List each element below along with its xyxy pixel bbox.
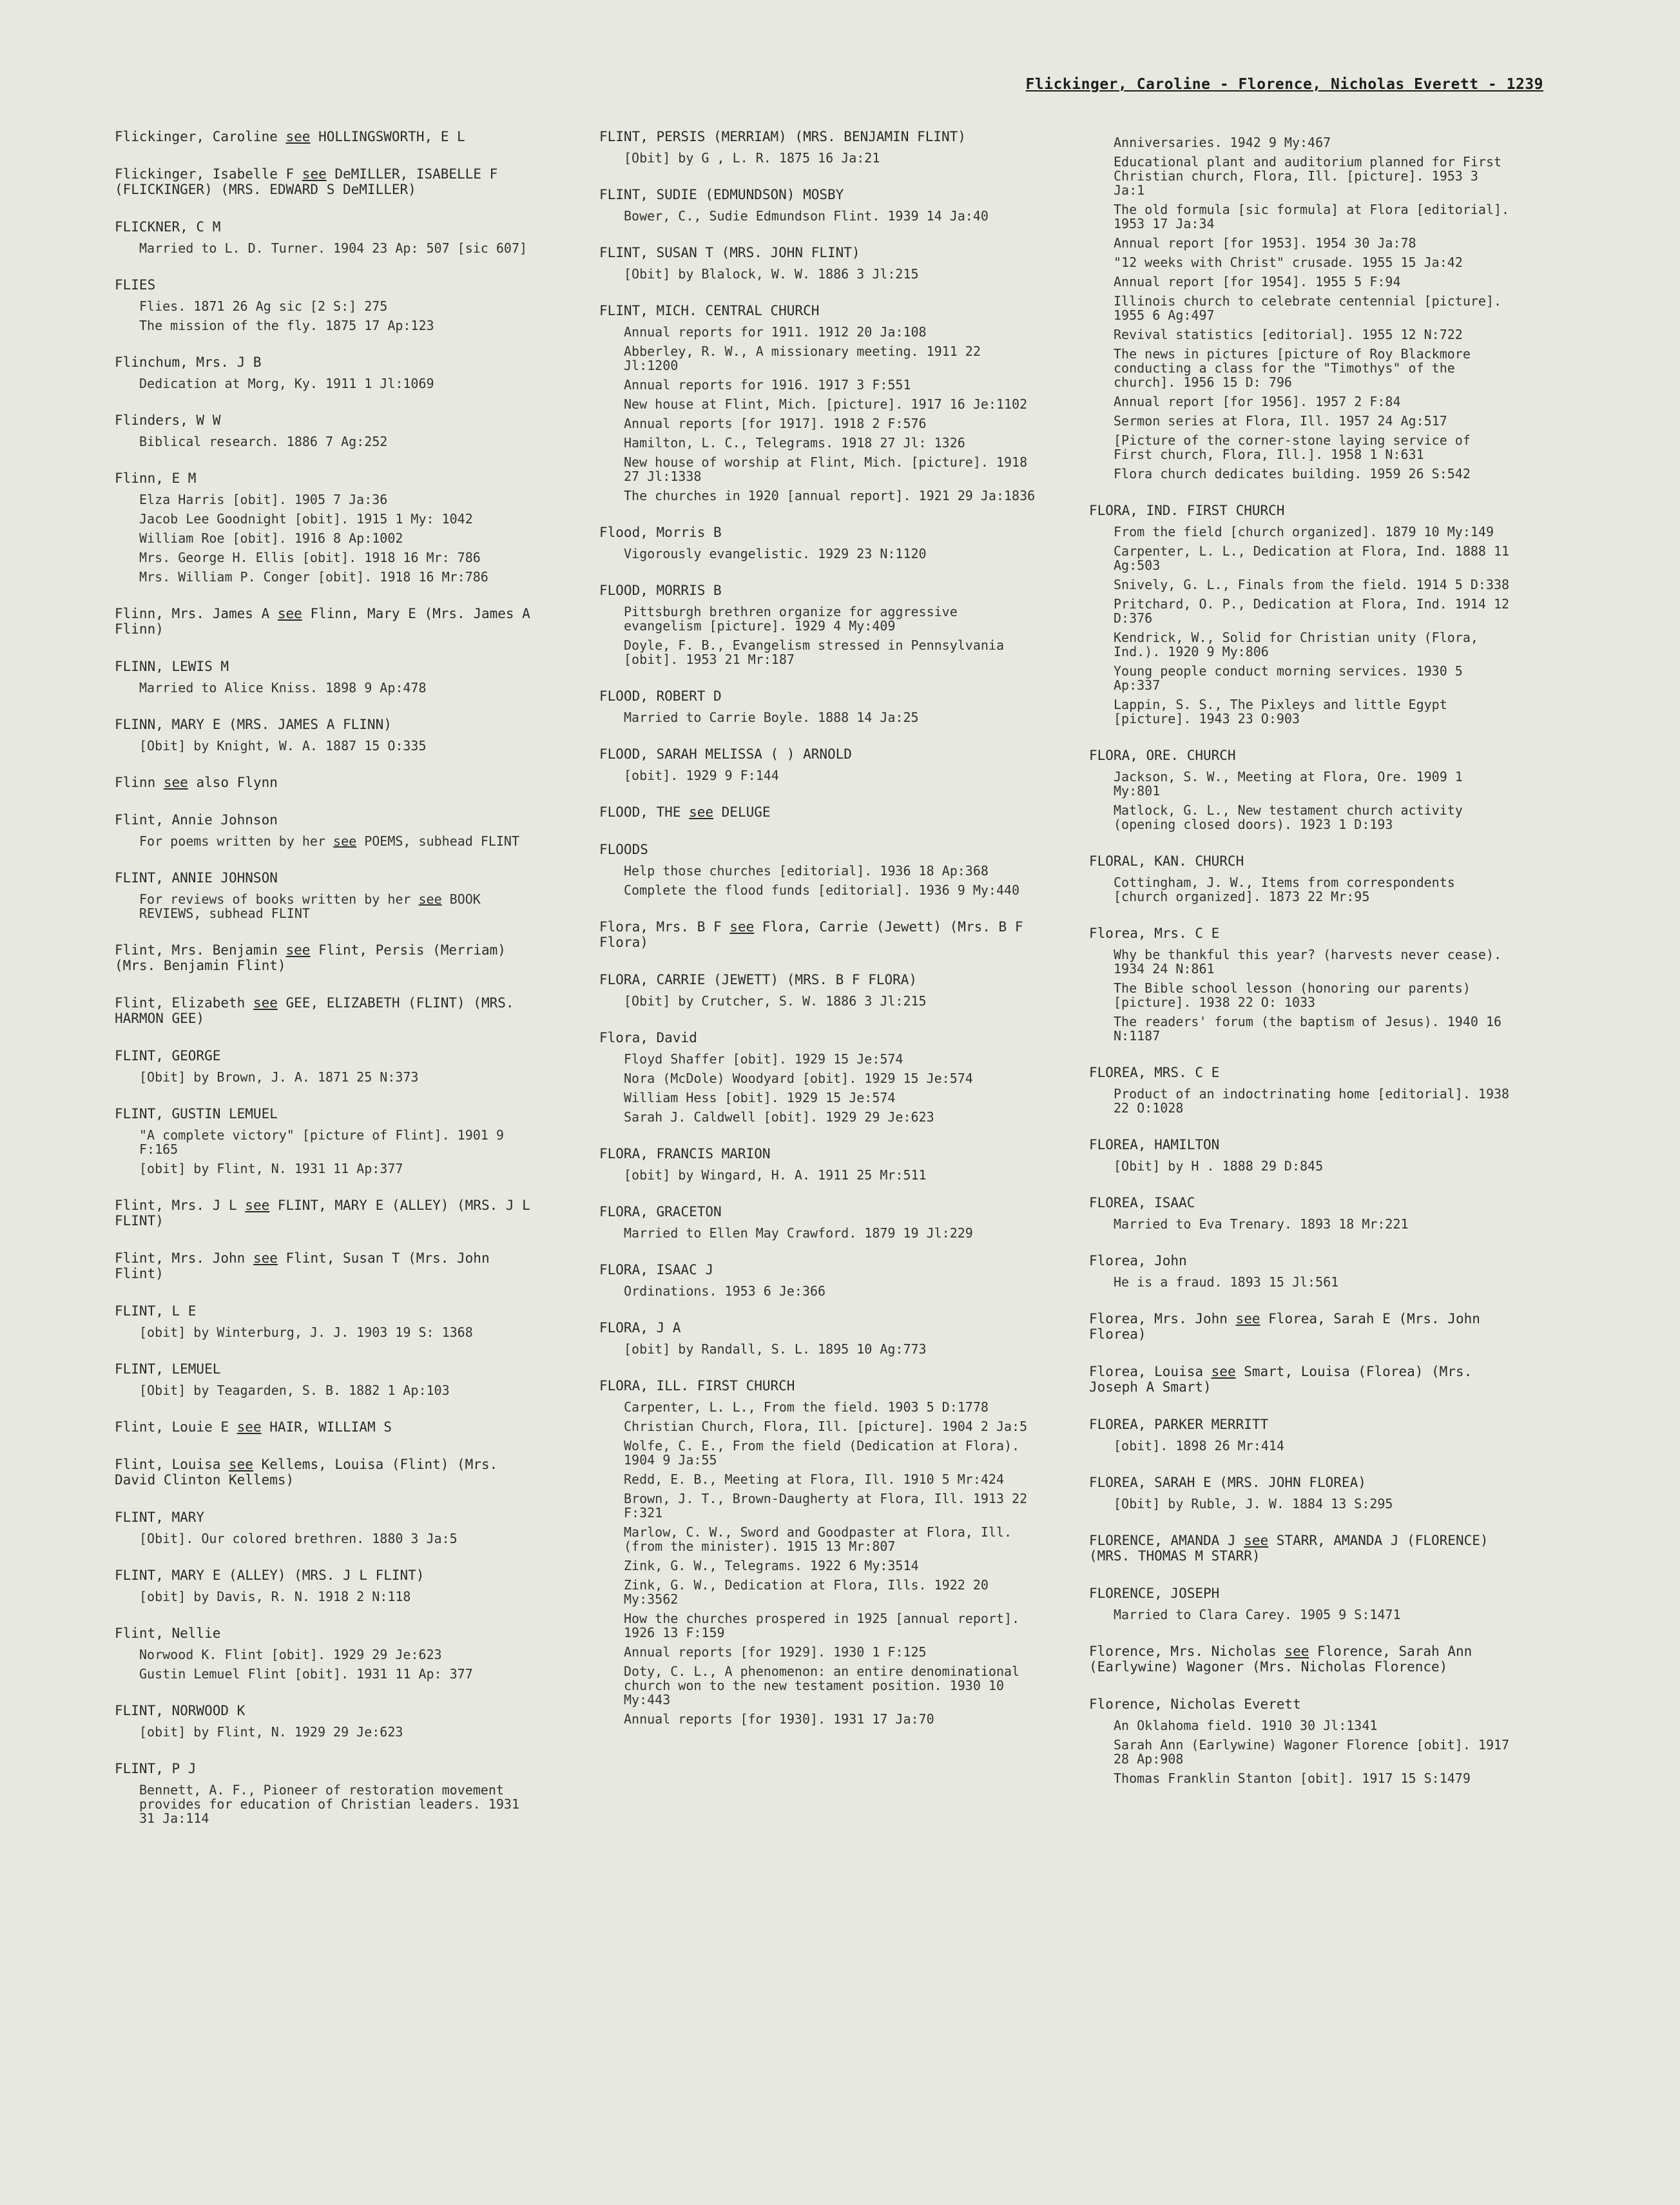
index-entry bbox=[1089, 1364, 1514, 1395]
index-entry bbox=[115, 659, 540, 695]
entry-citation: Annual reports [for 1917]. 1918 2 F:576 bbox=[624, 416, 927, 431]
entry-citation: Annual reports for 1916. 1917 3 F:551 bbox=[624, 377, 911, 393]
entry-heading: FLORA, ISAAC J bbox=[599, 1262, 714, 1277]
index-entry bbox=[115, 606, 540, 637]
entry-heading: Florence, Mrs. Nicholas see Florence, Sarah Ann (Earlywine) Wagoner (Mrs. Nicholas Florence) bbox=[1089, 1644, 1480, 1675]
index-entry bbox=[1089, 1475, 1514, 1511]
index-entry bbox=[599, 804, 1038, 820]
index-entry bbox=[599, 525, 1038, 561]
entry-citation: Sermon series at Flora, Ill. 1957 24 Ag:517 bbox=[1114, 413, 1447, 429]
entry-citation: Biblical research. 1886 7 Ag:252 bbox=[139, 434, 388, 449]
entry-citation: Bennett, A. F., Pioneer of restoration movement provides for education of Christian leaders. 1931 31 Ja:114 bbox=[139, 1782, 528, 1826]
entry-citation: [Obit] by Knight, W. A. 1887 15 O:335 bbox=[139, 738, 427, 753]
entry-heading: FLINT, L E bbox=[115, 1303, 197, 1319]
entry-heading: FLOOD, MORRIS B bbox=[599, 583, 722, 598]
entry-heading: Florea, Mrs. C E bbox=[1089, 926, 1220, 941]
entry-citation: [Obit] by Brown, J. A. 1871 25 N:373 bbox=[139, 1069, 419, 1085]
index-entry bbox=[115, 1198, 540, 1229]
index-entry bbox=[115, 1303, 540, 1339]
index-entry bbox=[599, 746, 1038, 782]
entry-citation: Marlow, C. W., Sword and Goodpaster at Flora, Ill. (from the minister). 1915 13 Mr:807 bbox=[624, 1524, 1020, 1554]
index-entry bbox=[115, 1568, 540, 1604]
entry-citation: Cottingham, J. W., Items from correspondents [church organized]. 1873 22 Mr:95 bbox=[1114, 875, 1463, 904]
entry-heading: Florence, Nicholas Everett bbox=[1089, 1696, 1301, 1712]
index-entry bbox=[115, 1106, 540, 1176]
entry-citation: From the field [church organized]. 1879 10 My:149 bbox=[1114, 524, 1494, 539]
index-entry bbox=[1089, 503, 1518, 726]
entry-citation: Flora church dedicates building. 1959 26 S:542 bbox=[1114, 466, 1471, 481]
index-entry bbox=[115, 812, 540, 848]
entry-citation: [Obit] by H . 1888 29 D:845 bbox=[1114, 1158, 1324, 1174]
index-entry bbox=[599, 303, 1038, 503]
entry-heading: Florea, John bbox=[1089, 1253, 1187, 1268]
index-column-3 bbox=[1089, 129, 1518, 1807]
entry-citation: Kendrick, W., Solid for Christian unity (Flora, Ind.). 1920 9 My:806 bbox=[1114, 630, 1486, 659]
index-entry bbox=[115, 1048, 540, 1084]
index-entry bbox=[599, 1146, 1038, 1182]
entry-citation: Sarah J. Caldwell [obit]. 1929 29 Je:623 bbox=[624, 1109, 934, 1125]
entry-citation: Zink, G. W., Telegrams. 1922 6 My:3514 bbox=[624, 1558, 919, 1573]
entry-citation: Annual reports [for 1929]. 1930 1 F:125 bbox=[624, 1644, 927, 1660]
entry-heading: Flinders, W W bbox=[115, 413, 221, 428]
entry-citation: The Bible school lesson (honoring our parents) [picture]. 1938 22 O: 1033 bbox=[1114, 980, 1478, 1010]
entry-citation: Product of an indoctrinating home [editorial]. 1938 22 O:1028 bbox=[1114, 1086, 1518, 1116]
entry-citation: Jackson, S. W., Meeting at Flora, Ore. 1909 1 My:801 bbox=[1114, 769, 1471, 799]
entry-citation: Married to Clara Carey. 1905 9 S:1471 bbox=[1114, 1607, 1401, 1622]
entry-heading: FLOOD, ROBERT D bbox=[599, 688, 722, 704]
index-entry bbox=[1089, 1696, 1518, 1786]
entry-citation: Elza Harris [obit]. 1905 7 Ja:36 bbox=[139, 492, 388, 507]
entry-citation: [obit]. 1898 26 Mr:414 bbox=[1114, 1438, 1284, 1453]
entry-citation: [Obit] by Teagarden, S. B. 1882 1 Ap:103 bbox=[139, 1383, 450, 1398]
index-entry bbox=[1089, 1533, 1514, 1564]
index-entry bbox=[1089, 1253, 1514, 1289]
entry-citation: "A complete victory" [picture of Flint]. 1901 9 F:165 bbox=[139, 1127, 512, 1157]
entry-citation: "12 weeks with Christ" crusade. 1955 15 Ja:42 bbox=[1114, 255, 1463, 270]
entry-citation: Gustin Lemuel Flint [obit]. 1931 11 Ap: 377 bbox=[139, 1666, 473, 1682]
entry-heading: FLINT, ANNIE JOHNSON bbox=[115, 870, 278, 886]
entry-citation: The churches in 1920 [annual report]. 1921 29 Ja:1836 bbox=[624, 488, 1036, 503]
entry-citation: Abberley, R. W., A missionary meeting. 1911 22 Jl:1200 bbox=[624, 344, 989, 373]
entry-citation: How the churches prospered in 1925 [annual report]. 1926 13 F:159 bbox=[624, 1611, 1028, 1640]
entry-citation: An Oklahoma field. 1910 30 Jl:1341 bbox=[1114, 1718, 1378, 1733]
entry-citation: Educational plant and auditorium planned for First Christian church, Flora, Ill. [picture]. 1953 3 Ja:1 bbox=[1114, 154, 1510, 198]
entry-citation: Illinois church to celebrate centennial [picture]. 1955 6 Ag:497 bbox=[1114, 293, 1510, 323]
entry-citation: Brown, J. T., Brown-Daugherty at Flora, Ill. 1913 22 F:321 bbox=[624, 1491, 1036, 1520]
index-entry bbox=[599, 842, 1038, 897]
entry-citation: Snively, G. L., Finals from the field. 1914 5 D:338 bbox=[1114, 577, 1510, 592]
entry-citation: Bower, C., Sudie Edmundson Flint. 1939 14 Ja:40 bbox=[624, 208, 989, 224]
entry-citation: Hamilton, L. C., Telegrams. 1918 27 Jl: 1326 bbox=[624, 435, 965, 451]
entry-heading: Flinn, Mrs. James A see Flinn, Mary E (Mrs. James A Flinn) bbox=[115, 606, 539, 637]
entry-citation: [obit]. 1929 9 F:144 bbox=[624, 768, 779, 783]
entry-heading: FLINT, P J bbox=[115, 1761, 197, 1776]
entry-citation: Carpenter, L. L., Dedication at Flora, Ind. 1888 11 Ag:503 bbox=[1114, 543, 1518, 573]
entry-citation: Nora (McDole) Woodyard [obit]. 1929 15 Je:574 bbox=[624, 1071, 973, 1086]
index-entry bbox=[115, 775, 540, 790]
entry-citation: Married to L. D. Turner. 1904 23 Ap: 507 [sic 607] bbox=[139, 240, 528, 256]
entry-citation: He is a fraud. 1893 15 Jl:561 bbox=[1114, 1274, 1339, 1290]
index-entry bbox=[599, 583, 1038, 666]
index-entry bbox=[115, 471, 540, 584]
index-entry bbox=[1089, 748, 1514, 831]
entry-citation: Annual report [for 1953]. 1954 30 Ja:78 bbox=[1114, 235, 1416, 251]
index-entry bbox=[599, 1262, 1038, 1298]
entry-citation: [Obit]. Our colored brethren. 1880 3 Ja:5 bbox=[139, 1531, 458, 1546]
entry-heading: FLORAL, KAN. CHURCH bbox=[1089, 853, 1244, 869]
entry-heading: Flint, Annie Johnson bbox=[115, 812, 278, 828]
entry-citation: Annual reports [for 1930]. 1931 17 Ja:70 bbox=[624, 1711, 934, 1727]
index-entry bbox=[115, 1457, 540, 1488]
entry-citation: The news in pictures [picture of Roy Blackmore conducting a class for the "Timothys" of the church]. 1956 15 D: 796 bbox=[1114, 346, 1478, 390]
index-entry bbox=[1089, 1195, 1514, 1231]
entry-citation: Complete the flood funds [editorial]. 1936 9 My:440 bbox=[624, 882, 1020, 898]
entry-citation: Annual report [for 1954]. 1955 5 F:94 bbox=[1114, 274, 1401, 289]
entry-citation: Mrs. George H. Ellis [obit]. 1918 16 Mr: 786 bbox=[139, 550, 481, 565]
entry-heading: Flint, Mrs. J L see FLINT, MARY E (ALLEY) (MRS. J L FLINT) bbox=[115, 1198, 539, 1229]
entry-citation: Young people conduct morning services. 1930 5 Ap:337 bbox=[1114, 663, 1471, 693]
entry-heading: FLINT, PERSIS (MERRIAM) (MRS. BENJAMIN FLINT) bbox=[599, 129, 966, 144]
entry-heading: FLORA, IND. FIRST CHURCH bbox=[1089, 503, 1285, 518]
entry-heading: Flood, Morris B bbox=[599, 525, 722, 540]
entry-citation: [obit] by Davis, R. N. 1918 2 N:118 bbox=[139, 1589, 411, 1604]
index-entry bbox=[115, 717, 540, 753]
index-column-1 bbox=[115, 129, 540, 1847]
entry-citation: Mrs. William P. Conger [obit]. 1918 16 Mr:786 bbox=[139, 569, 488, 585]
entry-heading: FLORA, GRACETON bbox=[599, 1204, 722, 1219]
index-entry bbox=[599, 1378, 1038, 1726]
entry-heading: FLOREA, MRS. C E bbox=[1089, 1065, 1220, 1080]
entry-citation: For reviews of books written by her see BOOK REVIEWS, subhead FLINT bbox=[139, 891, 488, 921]
entry-citation: [Picture of the corner-stone laying service of First church, Flora, Ill.]. 1958 1 N:631 bbox=[1114, 432, 1478, 462]
entry-heading: FLINT, SUSAN T (MRS. JOHN FLINT) bbox=[599, 245, 860, 260]
entry-heading: Florea, Mrs. John see Florea, Sarah E (Mrs. John Florea) bbox=[1089, 1311, 1489, 1342]
entry-heading: FLINT, SUDIE (EDMUNDSON) MOSBY bbox=[599, 187, 844, 202]
index-entry bbox=[599, 1204, 1038, 1240]
entry-citation: Doty, C. L., A phenomenon: an entire denominational church won to the new testament position. 1930 10 My:443 bbox=[624, 1664, 1028, 1707]
entry-citation: The old formula [sic formula] at Flora [editorial]. 1953 17 Ja:34 bbox=[1114, 202, 1518, 231]
entry-citation: [Obit] by Crutcher, S. W. 1886 3 Jl:215 bbox=[624, 993, 927, 1009]
entry-heading: FLINT, MARY bbox=[115, 1510, 205, 1525]
entry-citation: Dedication at Morg, Ky. 1911 1 Jl:1069 bbox=[139, 376, 434, 391]
page-header: Flickinger, Caroline - Florence, Nicholas Everett - 1239 bbox=[1025, 76, 1543, 93]
entry-citation: Married to Alice Kniss. 1898 9 Ap:478 bbox=[139, 680, 427, 695]
index-entry bbox=[115, 129, 540, 144]
entry-citation: Redd, E. B., Meeting at Flora, Ill. 1910 5 Mr:424 bbox=[624, 1472, 1005, 1487]
index-entry bbox=[1089, 1644, 1514, 1675]
entry-heading: FLINT, MICH. CENTRAL CHURCH bbox=[599, 303, 820, 318]
entry-citation: Why be thankful this year? (harvests never cease). 1934 24 N:861 bbox=[1114, 947, 1510, 976]
index-entry bbox=[1089, 1311, 1514, 1342]
entry-citation: Help those churches [editorial]. 1936 18 Ap:368 bbox=[624, 863, 989, 879]
index-entry bbox=[1089, 853, 1514, 904]
index-entry bbox=[1089, 926, 1514, 1043]
index-entry bbox=[1089, 1065, 1518, 1116]
entry-citation: Wolfe, C. E., From the field (Dedication at Flora). 1904 9 Ja:55 bbox=[624, 1438, 1028, 1468]
index-entry bbox=[115, 413, 540, 449]
index-entry bbox=[599, 972, 1038, 1008]
entry-heading: FLINN, LEWIS M bbox=[115, 659, 229, 674]
entry-citation: Zink, G. W., Dedication at Flora, Ills. 1922 20 My:3562 bbox=[624, 1577, 996, 1607]
entry-citation: Carpenter, L. L., From the field. 1903 5 D:1778 bbox=[624, 1399, 989, 1415]
index-entry bbox=[599, 245, 1038, 281]
index-entry bbox=[115, 1250, 540, 1281]
entry-citation: William Hess [obit]. 1929 15 Je:574 bbox=[624, 1090, 896, 1105]
entry-heading: FLINT, GUSTIN LEMUEL bbox=[115, 1106, 278, 1122]
entry-heading: FLINT, NORWOOD K bbox=[115, 1703, 246, 1718]
entry-citation: For poems written by her see POEMS, subhead FLINT bbox=[139, 833, 520, 849]
index-entry bbox=[115, 355, 540, 391]
entry-heading: FLINT, MARY E (ALLEY) (MRS. J L FLINT) bbox=[115, 1568, 425, 1583]
entry-heading: Flint, Louie E see HAIR, WILLIAM S bbox=[115, 1419, 392, 1435]
entry-citation: Married to Ellen May Crawford. 1879 19 Jl:229 bbox=[624, 1225, 973, 1241]
index-entry bbox=[115, 942, 540, 973]
entry-citation: [obit] by Flint, N. 1929 29 Je:623 bbox=[139, 1724, 403, 1740]
entry-citation: [Obit] by Ruble, J. W. 1884 13 S:295 bbox=[1114, 1496, 1393, 1511]
index-entry bbox=[115, 277, 540, 333]
entry-citation: [Obit] by G , L. R. 1875 16 Ja:21 bbox=[624, 150, 880, 166]
index-entry bbox=[115, 166, 540, 197]
entry-heading: Flickinger, Caroline see HOLLINGSWORTH, E L bbox=[115, 129, 465, 144]
entry-citation: [obit] by Randall, S. L. 1895 10 Ag:773 bbox=[624, 1341, 927, 1357]
entry-heading: Flickinger, Isabelle F see DeMILLER, ISABELLE F (FLICKINGER) (MRS. EDWARD S DeMILLER) bbox=[115, 166, 506, 197]
entry-heading: FLORENCE, JOSEPH bbox=[1089, 1586, 1220, 1601]
entry-heading: FLIES bbox=[115, 277, 156, 293]
entry-heading: FLOREA, SARAH E (MRS. JOHN FLOREA) bbox=[1089, 1475, 1366, 1490]
entry-heading: FLORA, FRANCIS MARION bbox=[599, 1146, 771, 1161]
entry-heading: Flora, Mrs. B F see Flora, Carrie (Jewett) (Mrs. B F Flora) bbox=[599, 919, 1032, 950]
entry-citation: Norwood K. Flint [obit]. 1929 29 Je:623 bbox=[139, 1647, 442, 1662]
index-entry bbox=[599, 688, 1038, 724]
entry-heading: FLOODS bbox=[599, 842, 648, 857]
entry-citation: Vigorously evangelistic. 1929 23 N:1120 bbox=[624, 546, 927, 561]
entry-heading: FLOOD, SARAH MELISSA ( ) ARNOLD bbox=[599, 746, 852, 762]
entry-heading: Flinchum, Mrs. J B bbox=[115, 355, 262, 370]
index-entry bbox=[1089, 1417, 1514, 1453]
entry-citation: Lappin, S. S., The Pixleys and little Egypt [picture]. 1943 23 O:903 bbox=[1114, 697, 1455, 726]
index-entry bbox=[1089, 1586, 1514, 1622]
entry-citation: Sarah Ann (Earlywine) Wagoner Florence [obit]. 1917 28 Ap:908 bbox=[1114, 1737, 1518, 1767]
entry-citation: [obit] by Wingard, H. A. 1911 25 Mr:511 bbox=[624, 1167, 927, 1183]
entry-citation: Married to Carrie Boyle. 1888 14 Ja:25 bbox=[624, 710, 919, 725]
entry-citation: Floyd Shaffer [obit]. 1929 15 Je:574 bbox=[624, 1051, 903, 1067]
entry-citation: The readers' forum (the baptism of Jesus). 1940 16 N:1187 bbox=[1114, 1014, 1510, 1044]
entry-heading: FLINT, LEMUEL bbox=[115, 1361, 221, 1377]
entry-citation: Ordinations. 1953 6 Je:366 bbox=[624, 1283, 826, 1299]
entry-citation: Matlock, G. L., New testament church activity (opening closed doors). 1923 1 D:193 bbox=[1114, 802, 1471, 832]
entry-heading: Flora, David bbox=[599, 1030, 697, 1045]
entry-heading: Flint, Louisa see Kellems, Louisa (Flint) (Mrs. David Clinton Kellems) bbox=[115, 1457, 506, 1488]
entry-citation: [obit] by Flint, N. 1931 11 Ap:377 bbox=[139, 1161, 403, 1176]
entry-citation: Annual reports for 1911. 1912 20 Ja:108 bbox=[624, 324, 927, 340]
entry-heading: Flint, Mrs. John see Flint, Susan T (Mrs. John Flint) bbox=[115, 1250, 498, 1281]
entry-citation: Pittsburgh brethren organize for aggressive evangelism [picture]. 1929 4 My:409 bbox=[624, 604, 965, 634]
entry-heading: FLINT, GEORGE bbox=[115, 1048, 221, 1064]
entry-citation: [Obit] by Blalock, W. W. 1886 3 Jl:215 bbox=[624, 266, 919, 282]
index-entry bbox=[115, 870, 540, 920]
entry-citation: Pritchard, O. P., Dedication at Flora, Ind. 1914 12 D:376 bbox=[1114, 596, 1518, 626]
entry-heading: FLINN, MARY E (MRS. JAMES A FLINN) bbox=[115, 717, 392, 732]
index-entry bbox=[599, 129, 1038, 165]
index-entry bbox=[115, 1419, 540, 1435]
entry-heading: FLICKNER, C M bbox=[115, 219, 221, 235]
entry-heading: Flinn see also Flynn bbox=[115, 775, 278, 790]
index-entry bbox=[1089, 135, 1518, 481]
entry-heading: Flint, Mrs. Benjamin see Flint, Persis (Merriam) (Mrs. Benjamin Flint) bbox=[115, 942, 514, 973]
entry-heading: Florea, Louisa see Smart, Louisa (Florea) (Mrs. Joseph A Smart) bbox=[1089, 1364, 1480, 1395]
entry-citation: Christian Church, Flora, Ill. [picture]. 1904 2 Ja:5 bbox=[624, 1419, 1028, 1434]
index-entry bbox=[115, 1510, 540, 1546]
entry-citation: New house at Flint, Mich. [picture]. 1917 16 Je:1102 bbox=[624, 396, 1028, 412]
entry-heading: FLOREA, ISAAC bbox=[1089, 1195, 1195, 1210]
entry-heading: FLOREA, HAMILTON bbox=[1089, 1137, 1220, 1152]
index-entry bbox=[599, 187, 1038, 223]
entry-citation: Doyle, F. B., Evangelism stressed in Pennsylvania [obit]. 1953 21 Mr:187 bbox=[624, 637, 1012, 667]
entry-heading: FLORA, CARRIE (JEWETT) (MRS. B F FLORA) bbox=[599, 972, 918, 987]
index-entry bbox=[115, 1761, 540, 1825]
entry-heading: FLOREA, PARKER MERRITT bbox=[1089, 1417, 1269, 1432]
entry-heading: Flinn, E M bbox=[115, 471, 197, 486]
index-entry bbox=[599, 919, 1038, 950]
entry-citation: The mission of the fly. 1875 17 Ap:123 bbox=[139, 318, 434, 333]
entry-citation: Anniversaries. 1942 9 My:467 bbox=[1114, 135, 1331, 150]
entry-citation: Annual report [for 1956]. 1957 2 F:84 bbox=[1114, 394, 1401, 409]
index-entry bbox=[1089, 1137, 1514, 1173]
entry-citation: Revival statistics [editorial]. 1955 12 N:722 bbox=[1114, 327, 1463, 342]
entry-citation: Flies. 1871 26 Ag sic [2 S:] 275 bbox=[139, 298, 388, 314]
entry-citation: Married to Eva Trenary. 1893 18 Mr:221 bbox=[1114, 1216, 1409, 1232]
entry-citation: Jacob Lee Goodnight [obit]. 1915 1 My: 1042 bbox=[139, 511, 473, 527]
entry-heading: Flint, Elizabeth see GEE, ELIZABETH (FLINT) (MRS. HARMON GEE) bbox=[115, 995, 523, 1026]
index-entry bbox=[115, 1703, 540, 1739]
index-entry bbox=[115, 1626, 540, 1681]
entry-citation: [obit] by Winterburg, J. J. 1903 19 S: 1368 bbox=[139, 1325, 473, 1340]
entry-citation: Thomas Franklin Stanton [obit]. 1917 15 S:1479 bbox=[1114, 1771, 1471, 1786]
entry-heading: FLORENCE, AMANDA J see STARR, AMANDA J (FLORENCE) (MRS. THOMAS M STARR) bbox=[1089, 1533, 1497, 1564]
index-entry bbox=[599, 1320, 1038, 1356]
entry-citation: William Roe [obit]. 1916 8 Ap:1002 bbox=[139, 530, 403, 546]
entry-heading: Flint, Nellie bbox=[115, 1626, 221, 1641]
index-entry bbox=[115, 1361, 540, 1397]
entry-heading: FLOOD, THE see DELUGE bbox=[599, 804, 771, 820]
index-entry bbox=[115, 219, 540, 255]
index-column-2 bbox=[599, 129, 1038, 1748]
index-entry bbox=[115, 995, 540, 1026]
entry-heading: FLORA, ORE. CHURCH bbox=[1089, 748, 1236, 763]
entry-heading: FLORA, ILL. FIRST CHURCH bbox=[599, 1378, 795, 1394]
entry-citation: New house of worship at Flint, Mich. [picture]. 1918 27 Jl:1338 bbox=[624, 454, 1036, 484]
entry-heading: FLORA, J A bbox=[599, 1320, 681, 1336]
index-entry bbox=[599, 1030, 1038, 1124]
